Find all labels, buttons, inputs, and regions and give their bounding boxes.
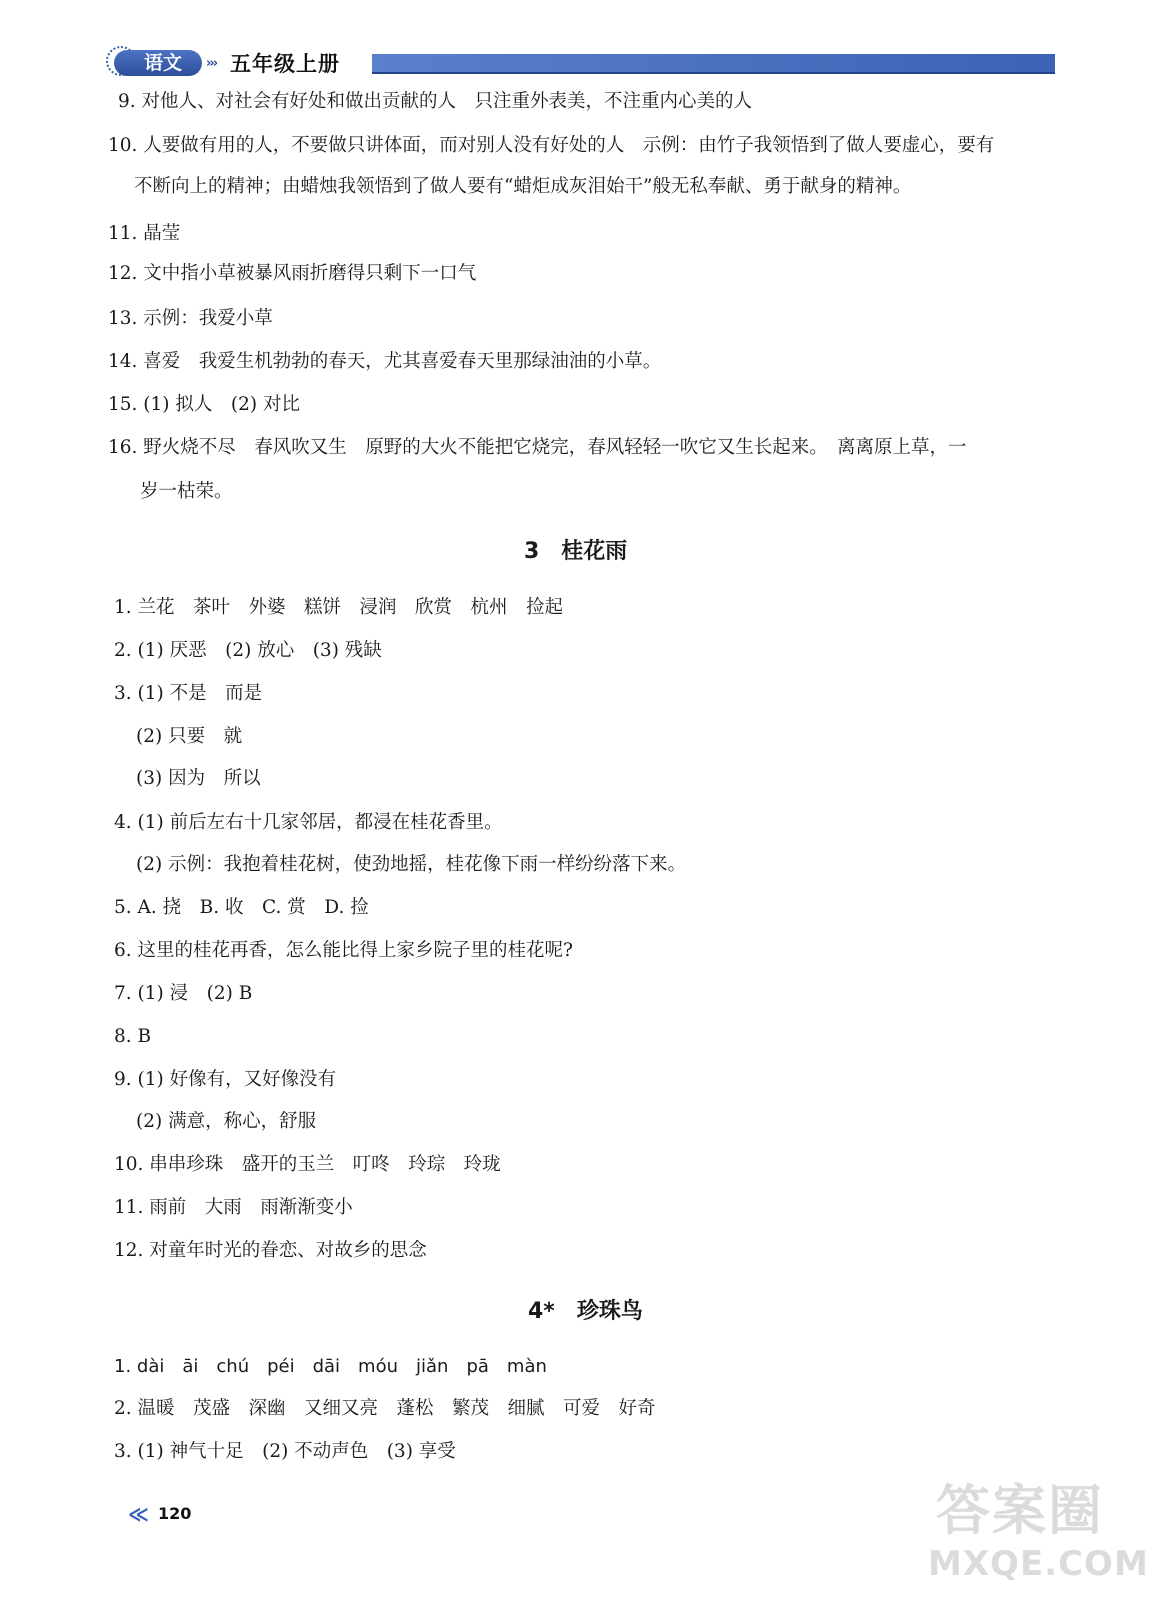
site-watermark [928, 1468, 1149, 1588]
section-title: 3 桂花雨 [524, 539, 628, 564]
answer-line: 12. 文中指小草被暴风雨折磨得只剩下一口气 [108, 263, 477, 284]
answer-line: 6. 这里的桂花再香，怎么能比得上家乡院子里的桂花呢? [114, 940, 573, 961]
watermark-url: MXQE.COM [928, 1544, 1149, 1584]
answer-line: 4. (1) 前后左右十几家邻居，都浸在桂花香里。 [114, 812, 503, 833]
answer-line: 3. (1) 不是 而是 [114, 683, 263, 704]
answer-line: 14. 喜爱 我爱生机勃勃的春天，尤其喜爱春天里那绿油油的小草。 [108, 351, 662, 372]
answer-line: (2) 示例：我抱着桂花树，使劲地摇，桂花像下雨一样纷纷落下来。 [136, 854, 687, 875]
subject-badge: 语文 [114, 50, 202, 76]
answer-line: 8. B [114, 1026, 152, 1047]
answer-line: 11. 雨前 大雨 雨渐渐变小 [114, 1197, 353, 1218]
grade-label: 五年级上册 [230, 52, 340, 76]
answer-line: 12. 对童年时光的眷恋、对故乡的思念 [114, 1240, 427, 1261]
answer-line: (3) 因为 所以 [136, 768, 261, 789]
header-band [372, 54, 1055, 74]
answer-line: 9. 对他人、对社会有好处和做出贡献的人 只注重外表美，不注重内心美的人 [118, 91, 753, 112]
answer-line: (2) 只要 就 [136, 726, 243, 747]
page-number: 120 [158, 1504, 192, 1523]
answer-line: 不断向上的精神；由蜡烛我领悟到了做人要有“蜡炬成灰泪始干”般无私奉献、勇于献身的精神。 [134, 176, 912, 197]
answer-line: (2) 满意，称心，舒服 [136, 1111, 317, 1132]
answer-line: 1. dài āi chú péi dāi móu jiǎn pā màn [114, 1356, 547, 1377]
answer-line: 5. A. 挠 B. 收 C. 赏 D. 捡 [114, 897, 369, 918]
page-arrow-icon: ≪ [128, 1502, 149, 1526]
answer-line: 13. 示例：我爱小草 [108, 308, 273, 329]
section-title: 4* 珍珠鸟 [528, 1299, 643, 1324]
answer-line: 10. 人要做有用的人，不要做只讲体面，而对别人没有好处的人 示例：由竹子我领悟到了做人要虚心，要有 [108, 135, 995, 156]
chevron-right-icon: ››› [206, 56, 217, 71]
answer-line: 11. 晶莹 [108, 223, 181, 244]
answer-line: 7. (1) 浸 (2) B [114, 983, 253, 1004]
watermark-logo-text: 答案圈 [936, 1479, 1104, 1542]
answer-line: 1. 兰花 茶叶 外婆 糕饼 浸润 欣赏 杭州 捡起 [114, 597, 564, 618]
answer-line: 岁一枯荣。 [140, 481, 233, 502]
answer-line: 3. (1) 神气十足 (2) 不动声色 (3) 享受 [114, 1441, 456, 1462]
page-header [100, 42, 1055, 80]
answer-line: 15. (1) 拟人 (2) 对比 [108, 394, 300, 415]
answer-line: 16. 野火烧不尽 春风吹又生 原野的大火不能把它烧完，春风轻轻一吹它又生长起来。 离离原上草，一 [108, 437, 967, 458]
answer-line: 2. 温暖 茂盛 深幽 又细又亮 蓬松 繁茂 细腻 可爱 好奇 [114, 1398, 656, 1419]
answer-line: 10. 串串珍珠 盛开的玉兰 叮咚 玲琮 玲珑 [114, 1154, 501, 1175]
answer-line: 2. (1) 厌恶 (2) 放心 (3) 残缺 [114, 640, 382, 661]
answer-line: 9. (1) 好像有，又好像没有 [114, 1069, 337, 1090]
